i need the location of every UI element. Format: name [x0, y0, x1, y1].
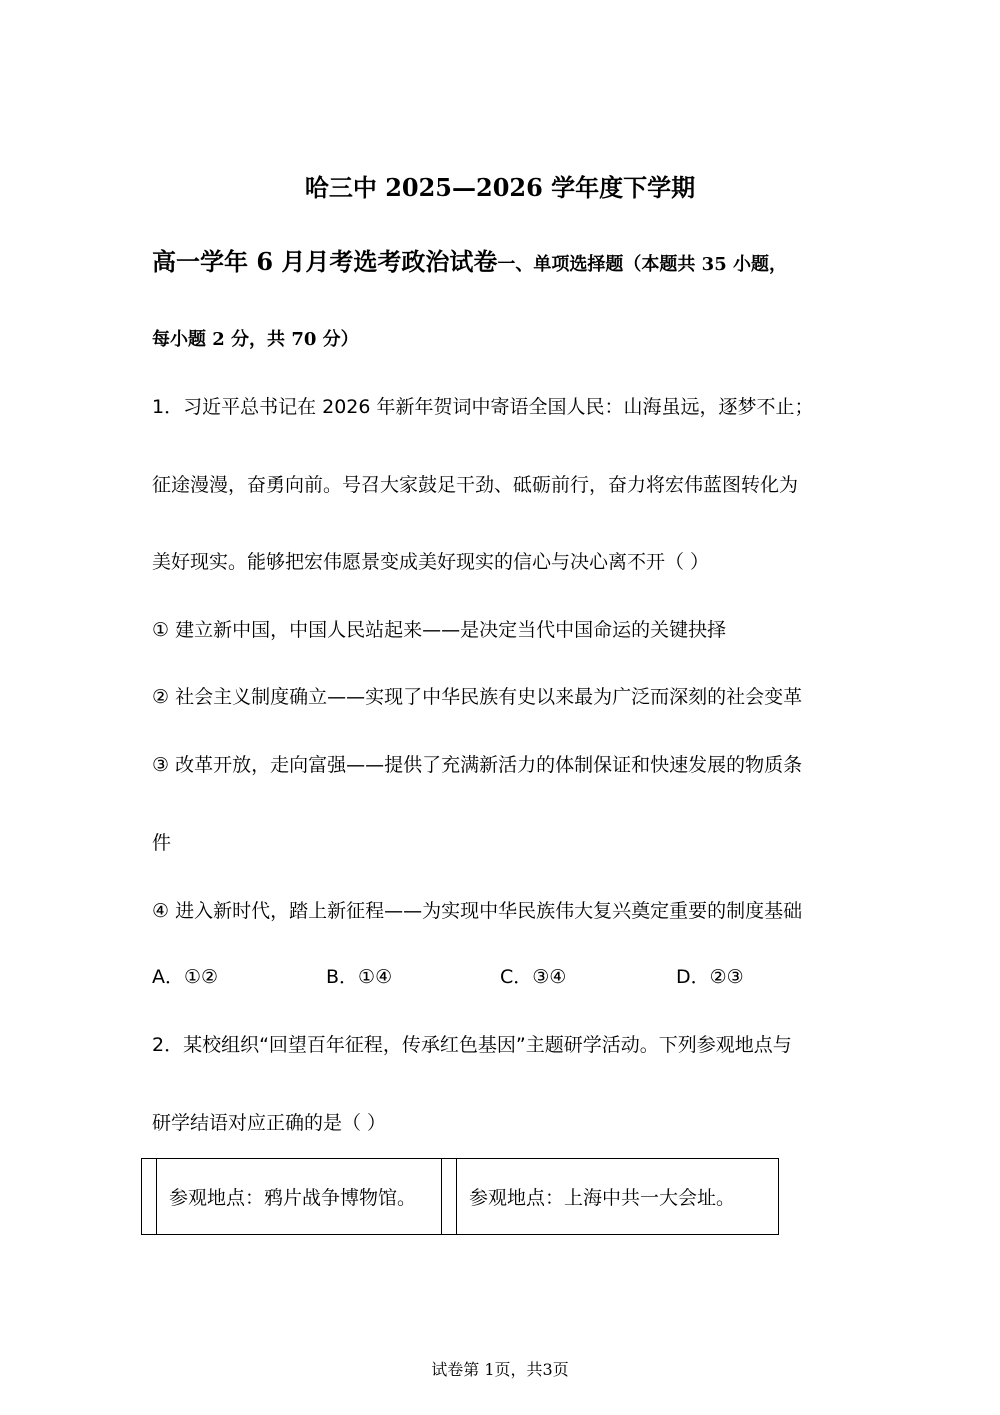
- q2-table: [141, 1158, 779, 1235]
- q1-item-3: ③ 改革开放，走向富强——提供了充满新活力的体制保证和快速发展的物质条: [152, 754, 803, 776]
- table-spacer-cell: [142, 1159, 157, 1235]
- q1-stem-line3: 美好现实。能够把宏伟愿景变成美好现实的信心与决心离不开（ ）: [152, 551, 710, 573]
- q1-item-1: ① 建立新中国，中国人民站起来——是决定当代中国命运的关键抉择: [152, 619, 727, 641]
- page-footer: 试卷第 1页，共3页: [431, 1360, 569, 1379]
- table-spacer-cell: [442, 1159, 457, 1235]
- exam-title-line2: [152, 242, 787, 277]
- q1-item-3-continued: 件: [152, 832, 172, 854]
- exam-title-line1: 哈三中 2025—2026 学年度下学期: [304, 173, 696, 202]
- q1-option-a[interactable]: A．①②: [152, 966, 219, 988]
- section-heading-continued: 每小题 2 分，共 70 分）: [152, 329, 359, 350]
- table-row: [142, 1159, 779, 1235]
- table-cell-first-congress-site: 参观地点：上海中共一大会址。: [457, 1159, 779, 1235]
- q2-stem-line2: 研学结语对应正确的是（ ）: [152, 1112, 387, 1134]
- q1-item-4: ④ 进入新时代，踏上新征程——为实现中华民族伟大复兴奠定重要的制度基础: [152, 900, 803, 922]
- q1-option-c[interactable]: C．③④: [500, 966, 567, 988]
- table-cell-opium-war-museum: 参观地点：鸦片战争博物馆。: [157, 1159, 442, 1235]
- q1-stem-line1: 1．习近平总书记在 2026 年新年贺词中寄语全国人民：山海虽远，逐梦不止；: [152, 396, 814, 418]
- q1-item-2: ② 社会主义制度确立——实现了中华民族有史以来最为广泛而深刻的社会变革: [152, 686, 803, 708]
- section-heading: 一、单项选择题（本题共 35 小题，: [497, 254, 788, 275]
- q1-option-d[interactable]: D．②③: [676, 966, 744, 988]
- q1-option-b[interactable]: B．①④: [326, 966, 393, 988]
- q1-stem-line2: 征途漫漫，奋勇向前。号召大家鼓足干劲、砥砺前行，奋力将宏伟蓝图转化为: [152, 474, 799, 496]
- exam-subtitle: 高一学年 6 月月考选考政治试卷: [152, 247, 498, 276]
- q2-stem-line1: 2．某校组织“回望百年征程，传承红色基因”主题研学活动。下列参观地点与: [152, 1034, 792, 1056]
